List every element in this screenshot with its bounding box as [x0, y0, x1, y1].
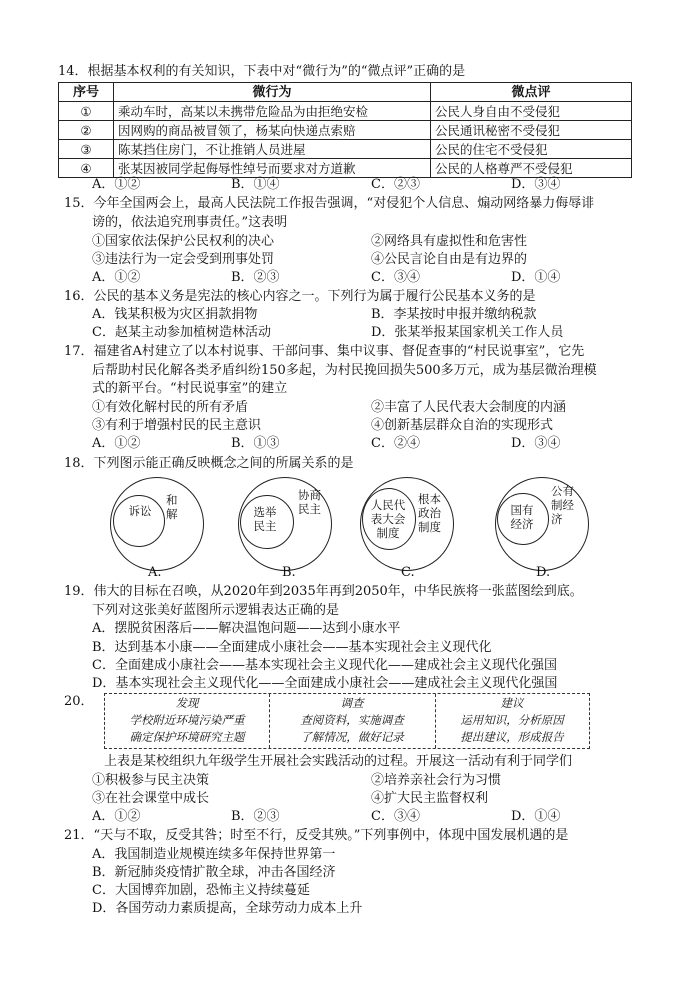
q20-statement-2: ②培养亲社会行为习惯 — [371, 773, 502, 788]
row-behavior: 张某因被同学起侮辱性绰号而要求对方道歉 — [114, 159, 431, 178]
q15-option-a: A．①② — [92, 270, 141, 285]
q19-stem-line2: 下列对这张美好蓝图所示逻辑表达正确的是 — [92, 603, 340, 618]
col-header-comment: 微点评 — [431, 83, 632, 102]
q15-statement-1: ①国家依法保护公民权利的决心 — [92, 234, 275, 249]
q19-stem-line1: 19．伟大的目标在召唤，从2020年到2035年再到2050年，中华民族将一张蓝图绘到底。 — [64, 584, 583, 599]
q14-option-a: A．①② — [92, 177, 141, 192]
diagram-d-inner-label: 国有经济 — [510, 503, 534, 531]
q20-process-table — [104, 693, 590, 749]
q16-option-a: A．钱某积极为灾区捐款捐物 — [92, 307, 258, 322]
q15-statement-3: ③违法行为一定会受到刑事处罚 — [92, 252, 275, 267]
q21-option-b: B．新冠肺炎疫情扩散全球，冲击各国经济 — [92, 865, 336, 880]
row-number: ③ — [59, 140, 114, 159]
q15-stem-line2: 谤的，依法追究刑事责任。”这表明 — [92, 215, 288, 230]
row-comment: 公民通讯秘密不受侵犯 — [431, 121, 632, 140]
q17-statement-2: ②丰富了人民代表大会制度的内涵 — [371, 400, 567, 415]
q14-table — [58, 82, 632, 178]
q20-col3-line1: 运用知识，分析原因 — [460, 713, 564, 727]
table-row — [59, 159, 632, 178]
q21-stem: 21．“天与不取，反受其咎；时至不行，反受其殃。”下列事例中，体现中国发展机遇的是 — [64, 828, 569, 843]
q17-statement-3: ③有利于增强村民的民主意识 — [92, 418, 262, 433]
diagram-b-label: B. — [282, 565, 296, 580]
q14-option-d: D．③④ — [511, 177, 561, 192]
q17-statement-4: ④创新基层群众自治的实现形式 — [371, 418, 554, 433]
q17-stem-line2: 后帮助村民化解各类矛盾纠纷150多起，为村民挽回损失500多万元，成为基层微治理模 — [92, 363, 597, 378]
row-number: ① — [59, 102, 114, 121]
row-comment: 公民人身自由不受侵犯 — [431, 102, 632, 121]
q20-number: 20． — [64, 694, 94, 709]
q14-stem: 14．根据基本权利的有关知识，下表中对“微行为”的“微点评”正确的是 — [58, 64, 466, 79]
row-comment: 公民的住宅不受侵犯 — [431, 140, 632, 159]
q19-option-a: A．摆脱贫困落后——解决温饱问题——达到小康水平 — [92, 621, 401, 636]
row-behavior: 乘动车时，高某以未携带危险品为由拒绝安检 — [114, 102, 431, 121]
q20-col3-line2: 提出建议，形成报告 — [460, 730, 564, 744]
q20-option-d: D．①④ — [511, 809, 561, 824]
table-row — [59, 140, 632, 159]
q20-col2-line1: 查阅资料，实施调查 — [300, 713, 404, 727]
row-comment: 公民的人格尊严不受侵犯 — [431, 159, 632, 178]
diagram-d-outer-label: 公有制经济 — [551, 484, 574, 526]
diagram-c-label: C. — [401, 565, 415, 580]
q19-option-c: C．全面建成小康社会——基本实现社会主义现代化——建成社会主义现代化强国 — [92, 658, 557, 673]
col-header-behavior: 微行为 — [114, 83, 431, 102]
diagram-a-label: A. — [148, 565, 162, 580]
q16-option-c: C．赵某主动参加植树造林活动 — [92, 325, 271, 340]
q15-statement-2: ②网络具有虚拟性和危害性 — [371, 234, 528, 249]
diagram-b-outer-label: 协商民主 — [298, 488, 321, 516]
diagram-a-inner-circle — [113, 495, 165, 547]
q20-statement-3: ③在社会课堂中成长 — [92, 791, 210, 806]
q15-option-b: B．②③ — [231, 270, 280, 285]
row-behavior: 陈某挡住房门，不让推销人员进屋 — [114, 140, 431, 159]
q20-col2-title: 调查 — [340, 696, 364, 710]
q20-col1-line1: 学校附近环境污染严重 — [129, 713, 245, 727]
q20-col1-title: 发现 — [175, 696, 199, 710]
q17-option-c: C．②④ — [371, 436, 420, 451]
table-row — [59, 121, 632, 140]
q16-option-d: D．张某举报某国家机关工作人员 — [371, 325, 564, 340]
row-number: ④ — [59, 159, 114, 178]
q20-col2-line2: 了解情况，做好记录 — [300, 730, 404, 744]
diagram-b-inner-label: 选举民主 — [253, 505, 277, 533]
q17-stem-line3: 式的新平台。“村民说事室”的建立 — [92, 381, 288, 396]
q20-stem: 上表是某校组织九年级学生开展社会实践活动的过程。开展这一活动有利于同学们 — [104, 754, 573, 769]
table-row — [59, 102, 632, 121]
table-header-row — [59, 83, 632, 102]
q14-option-c: C．②③ — [371, 177, 420, 192]
diagram-c-outer-label: 根本政治制度 — [418, 492, 441, 534]
row-number: ② — [59, 121, 114, 140]
q20-statement-1: ①积极参与民主决策 — [92, 773, 210, 788]
diagram-d-label: D. — [536, 565, 551, 580]
q15-statement-4: ④公民言论自由是有边界的 — [371, 252, 528, 267]
q20-option-a: A．①② — [92, 809, 141, 824]
q20-col3-title: 建议 — [500, 696, 524, 710]
col-header-number: 序号 — [59, 83, 114, 102]
q20-option-b: B．②③ — [231, 809, 280, 824]
diagram-c-inner-label: 人民代表大会制度 — [370, 498, 406, 540]
q16-option-b: B．李某按时申报并缴纳税款 — [371, 307, 537, 322]
q15-stem-line1: 15．今年全国两会上，最高人民法院工作报告强调，“对侵犯个人信息、煽动网络暴力侮辱诽 — [64, 196, 595, 211]
q19-option-d: D．基本实现社会主义现代化——全面建成小康社会——建成社会主义现代化强国 — [92, 676, 558, 691]
diagram-a-outer-label: 和解 — [166, 493, 178, 521]
diagram-a-inner-label: 诉讼 — [128, 504, 152, 518]
q15-option-c: C．③④ — [371, 270, 420, 285]
q17-option-b: B．①③ — [231, 436, 280, 451]
q20-statement-4: ④扩大民主监督权利 — [371, 791, 489, 806]
q21-option-d: D．各国劳动力素质提高，全球劳动力成本上升 — [92, 901, 363, 916]
q18-stem: 18．下列图示能正确反映概念之间的所属关系的是 — [64, 456, 354, 471]
row-behavior: 因网购的商品被冒领了，杨某向快递点索赔 — [114, 121, 431, 140]
q17-statement-1: ①有效化解村民的所有矛盾 — [92, 400, 249, 415]
q20-option-c: C．③④ — [371, 809, 420, 824]
q21-option-a: A．我国制造业规模连续多年保持世界第一 — [92, 847, 336, 862]
q16-stem: 16．公民的基本义务是宪法的核心内容之一。下列行为属于履行公民基本义务的是 — [64, 289, 536, 304]
q20-col1-line2: 确定保护环境研究主题 — [129, 730, 245, 744]
q17-stem-line1: 17．福建省A村建立了以本村说事、干部问事、集中议事、督促查事的“村民说事室”，它先 — [64, 344, 585, 359]
q19-option-b: B．达到基本小康——全面建成小康社会——基本实现社会主义现代化 — [92, 640, 492, 655]
q17-option-d: D．③④ — [511, 436, 561, 451]
q17-option-a: A．①② — [92, 436, 141, 451]
q14-option-b: B．①④ — [231, 177, 280, 192]
q21-option-c: C．大国博弈加剧，恐怖主义持续蔓延 — [92, 883, 310, 898]
q15-option-d: D．①④ — [511, 270, 561, 285]
